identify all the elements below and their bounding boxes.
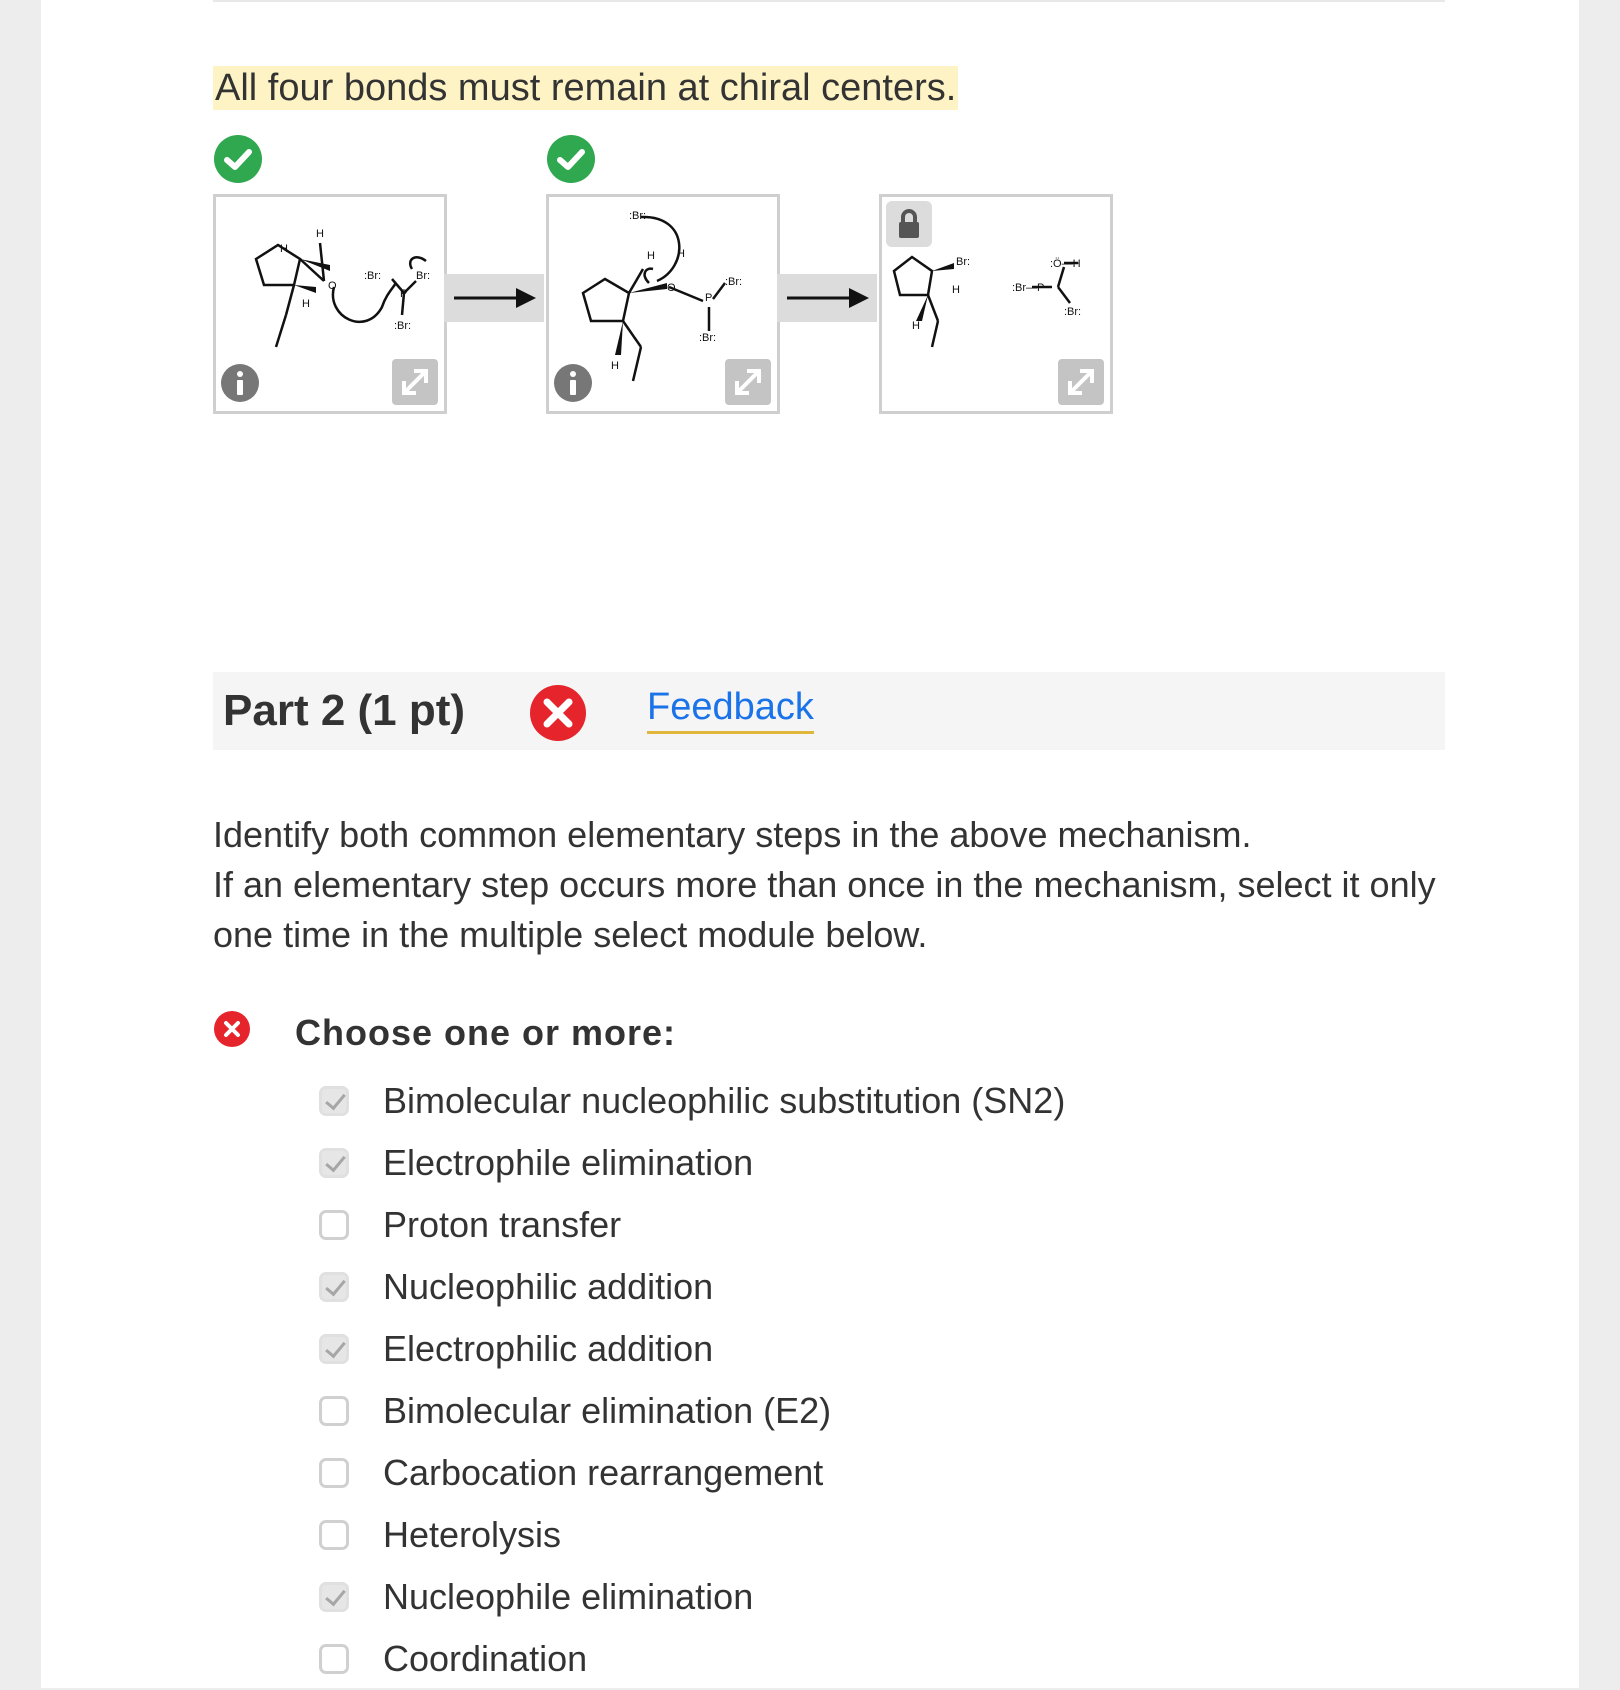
part-header bbox=[213, 672, 1445, 750]
svg-text::Br:: :Br: bbox=[629, 210, 647, 222]
option-label: Carbocation rearrangement bbox=[383, 1452, 824, 1493]
option-row[interactable] bbox=[319, 1504, 1419, 1566]
option-row[interactable] bbox=[319, 1566, 1419, 1628]
svg-text:H: H bbox=[280, 243, 288, 255]
reaction-arrow-icon bbox=[777, 274, 877, 322]
info-icon[interactable] bbox=[220, 363, 260, 403]
reaction-arrow-icon bbox=[444, 274, 544, 322]
option-label: Proton transfer bbox=[383, 1204, 622, 1245]
question-text bbox=[213, 810, 1453, 960]
svg-text::Br:: :Br: bbox=[394, 320, 412, 332]
correct-check-icon bbox=[213, 134, 263, 184]
svg-text::Br—P: :Br—P bbox=[1012, 282, 1045, 294]
checkbox[interactable] bbox=[319, 1210, 349, 1240]
option-label: Coordination bbox=[383, 1638, 588, 1679]
svg-text:H: H bbox=[302, 298, 310, 310]
option-row[interactable] bbox=[319, 1256, 1419, 1318]
question-card bbox=[41, 0, 1579, 1688]
part-title: Part 2 (1 pt) bbox=[223, 686, 466, 735]
option-row[interactable] bbox=[319, 1132, 1419, 1194]
incorrect-x-icon bbox=[529, 684, 587, 742]
incorrect-x-icon bbox=[213, 1010, 251, 1048]
svg-text::Ö—H: :Ö—H bbox=[1050, 258, 1081, 270]
checkbox[interactable] bbox=[319, 1458, 349, 1488]
svg-text:Br:: Br: bbox=[956, 256, 971, 268]
option-label: Nucleophilic addition bbox=[383, 1266, 714, 1307]
option-row[interactable] bbox=[319, 1194, 1419, 1256]
option-label: Bimolecular nucleophilic substitution (SN2) bbox=[383, 1080, 1066, 1121]
svg-text:O: O bbox=[328, 280, 337, 292]
lock-icon bbox=[886, 201, 932, 247]
svg-text:H: H bbox=[647, 250, 655, 262]
svg-text:H: H bbox=[912, 320, 920, 332]
svg-text:O: O bbox=[667, 282, 676, 294]
options-list bbox=[319, 1070, 1419, 1690]
option-row[interactable] bbox=[319, 1380, 1419, 1442]
checkbox-checked[interactable] bbox=[319, 1334, 349, 1364]
mechanism-step-3[interactable] bbox=[879, 194, 1113, 414]
svg-text::Br:: :Br: bbox=[725, 276, 743, 288]
svg-text:H: H bbox=[952, 284, 960, 296]
question-line-1: Identify both common elementary steps in the above mechanism. bbox=[213, 814, 1252, 855]
option-row[interactable] bbox=[319, 1070, 1419, 1132]
expand-icon[interactable] bbox=[392, 359, 438, 405]
option-label: Nucleophile elimination bbox=[383, 1576, 754, 1617]
checkbox[interactable] bbox=[319, 1520, 349, 1550]
question-line-2: If an elementary step occurs more than once in the mechanism, select it only one time in the multiple select module below. bbox=[213, 864, 1436, 955]
option-label: Electrophilic addition bbox=[383, 1328, 714, 1369]
choose-label: Choose one or more: bbox=[295, 1012, 677, 1053]
svg-text:P: P bbox=[705, 292, 713, 304]
expand-icon[interactable] bbox=[725, 359, 771, 405]
info-icon[interactable] bbox=[553, 363, 593, 403]
checkbox-checked[interactable] bbox=[319, 1148, 349, 1178]
svg-text:P: P bbox=[400, 288, 408, 300]
mechanism-step-2[interactable] bbox=[546, 194, 780, 414]
svg-text:H: H bbox=[677, 248, 685, 260]
hint-text: All four bonds must remain at chiral centers. bbox=[215, 67, 957, 109]
mechanism-step-1[interactable] bbox=[213, 194, 447, 414]
svg-text::Br:: :Br: bbox=[1064, 306, 1082, 318]
svg-text:H: H bbox=[611, 360, 619, 372]
expand-icon[interactable] bbox=[1058, 359, 1104, 405]
checkbox[interactable] bbox=[319, 1644, 349, 1674]
option-label: Heterolysis bbox=[383, 1514, 562, 1555]
svg-text::Br:: :Br: bbox=[364, 270, 382, 282]
option-row[interactable] bbox=[319, 1318, 1419, 1380]
option-label: Bimolecular elimination (E2) bbox=[383, 1390, 832, 1431]
checkbox-checked[interactable] bbox=[319, 1272, 349, 1302]
feedback-link[interactable]: Feedback bbox=[647, 686, 814, 734]
option-label: Electrophile elimination bbox=[383, 1142, 754, 1183]
correct-check-icon bbox=[546, 134, 596, 184]
svg-text::Br:: :Br: bbox=[699, 332, 717, 344]
divider bbox=[213, 0, 1445, 2]
checkbox-checked[interactable] bbox=[319, 1582, 349, 1612]
svg-text:H: H bbox=[316, 228, 324, 240]
svg-text:Br:: Br: bbox=[416, 270, 431, 282]
checkbox-checked[interactable] bbox=[319, 1086, 349, 1116]
option-row[interactable] bbox=[319, 1442, 1419, 1504]
option-row[interactable] bbox=[319, 1628, 1419, 1690]
checkbox[interactable] bbox=[319, 1396, 349, 1426]
